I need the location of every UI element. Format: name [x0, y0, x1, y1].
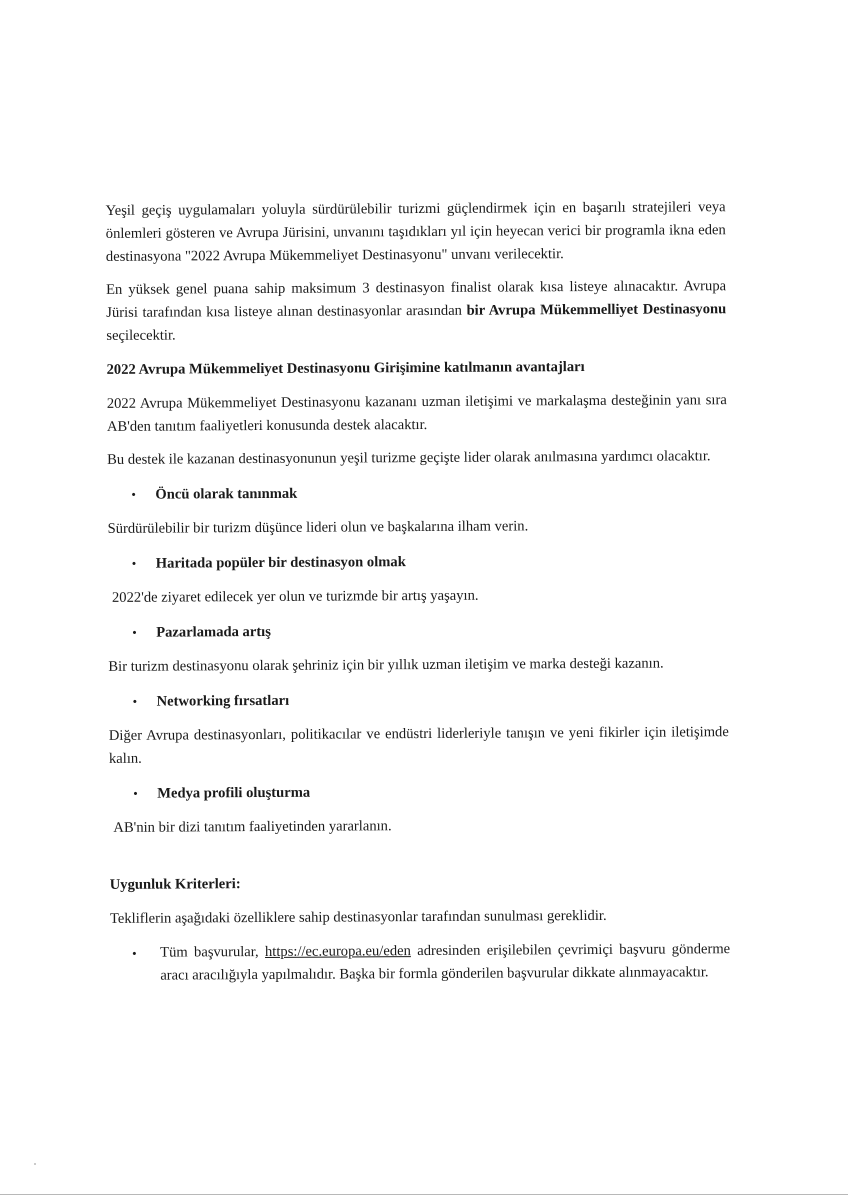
scan-speck [34, 1163, 36, 1165]
benefit-title: Haritada popüler bir destinasyon olmak [155, 554, 406, 572]
eligibility-item [132, 938, 730, 988]
bullet-icon: • [131, 486, 136, 502]
benefit-description: AB'nin bir dizi tanıtım faaliyetinden yararlanın. [113, 818, 392, 836]
benefits-intro-2: Bu destek ile kazanan destinasyonunun yeşil turizme geçişte lider olarak anılmasına yardımcı olacaktır. [107, 448, 711, 468]
shortlist-tail: seçilecektir. [106, 327, 176, 344]
benefit-item [133, 686, 729, 714]
benefit-title: Medya profili oluşturma [157, 784, 311, 802]
bullet-icon: • [132, 624, 137, 640]
shortlist-bold: bir Avrupa Mükemmelliyet Destinasyonu [466, 301, 727, 319]
benefit-description: 2022'de ziyaret edilecek yer olun ve turizmde bir artış yaşayın. [111, 587, 479, 606]
scan-edge-line [0, 1194, 848, 1195]
shortlist-paragraph [106, 275, 726, 348]
eligibility-item-text [160, 938, 730, 987]
benefit-item [133, 778, 729, 806]
eligibility-heading: Uygunluk Kriterleri: [109, 876, 241, 893]
benefit-item [131, 479, 727, 507]
benefit-item [132, 548, 728, 576]
benefit-title: Pazarlamada artış [156, 623, 271, 641]
benefits-intro-1: 2022 Avrupa Mükemmeliyet Destinasyonu kazananı uzman iletişimi ve markalaşma desteğinin yanı sıra AB'den tanıtım faaliyetleri konusunda destek alacaktır. [106, 392, 727, 435]
bullet-icon: • [131, 555, 137, 571]
eden-link[interactable]: https://ec.europa.eu/eden [264, 943, 411, 960]
bullet-icon: • [133, 785, 138, 801]
eligibility-intro: Tekliflerin aşağıdaki özelliklere sahip destinasyonlar tarafından sunulması gereklidir. [109, 907, 607, 927]
intro-paragraph: Yeşil geçiş uygulamaları yoluyla sürdürülebilir turizmi güçlendirmek için en başarılı stratejileri veya önlemleri gösteren ve Avrupa Jürisini, unvanını taşıdıkları yıl için heyecan verici bir programla ikna eden destinasyona "2022 Avrupa Mükemmeliyet Destinasyonu" unvanı verilecektir. [105, 199, 726, 265]
benefit-description: Bir turizm destinasyonu olarak şehriniz için bir yıllık uzman iletişim ve marka desteği kazanın. [108, 655, 664, 675]
benefit-title: Networking fırsatları [156, 692, 290, 710]
eligibility-before-link: Tüm başvurular, [160, 944, 259, 961]
benefits-heading: 2022 Avrupa Mükemmeliyet Destinasyonu Girişimine katılmanın avantajları [106, 359, 585, 378]
benefit-description: Diğer Avrupa destinasyonları, politikacılar ve endüstri liderleriyle tanışın ve yeni fikirler için iletişimde kalın. [108, 724, 729, 767]
bullet-icon: • [132, 945, 137, 961]
shortlist-text: En yüksek genel puana sahip maksimum 3 destinasyon finalist olarak kısa listeye alınacaktır. Avrupa Jürisi tarafından kısa listeye alınan destinasyonlar arasından [106, 278, 727, 321]
benefit-description: Sürdürülebilir bir turizm düşünce lideri olun ve başkalarına ilham verin. [107, 518, 529, 537]
document-body [106, 196, 731, 988]
benefit-item [132, 617, 728, 645]
bullet-icon: • [132, 693, 138, 709]
benefit-title: Öncü olarak tanınmak [155, 485, 298, 503]
eligibility-after-link: adresinden erişilebilen çevrimiçi başvuru gönderme aracı aracılığıyla yapılmalıdır. Başka bir formla gönderilen başvurular dikkate alınmayacaktır. [160, 941, 731, 984]
